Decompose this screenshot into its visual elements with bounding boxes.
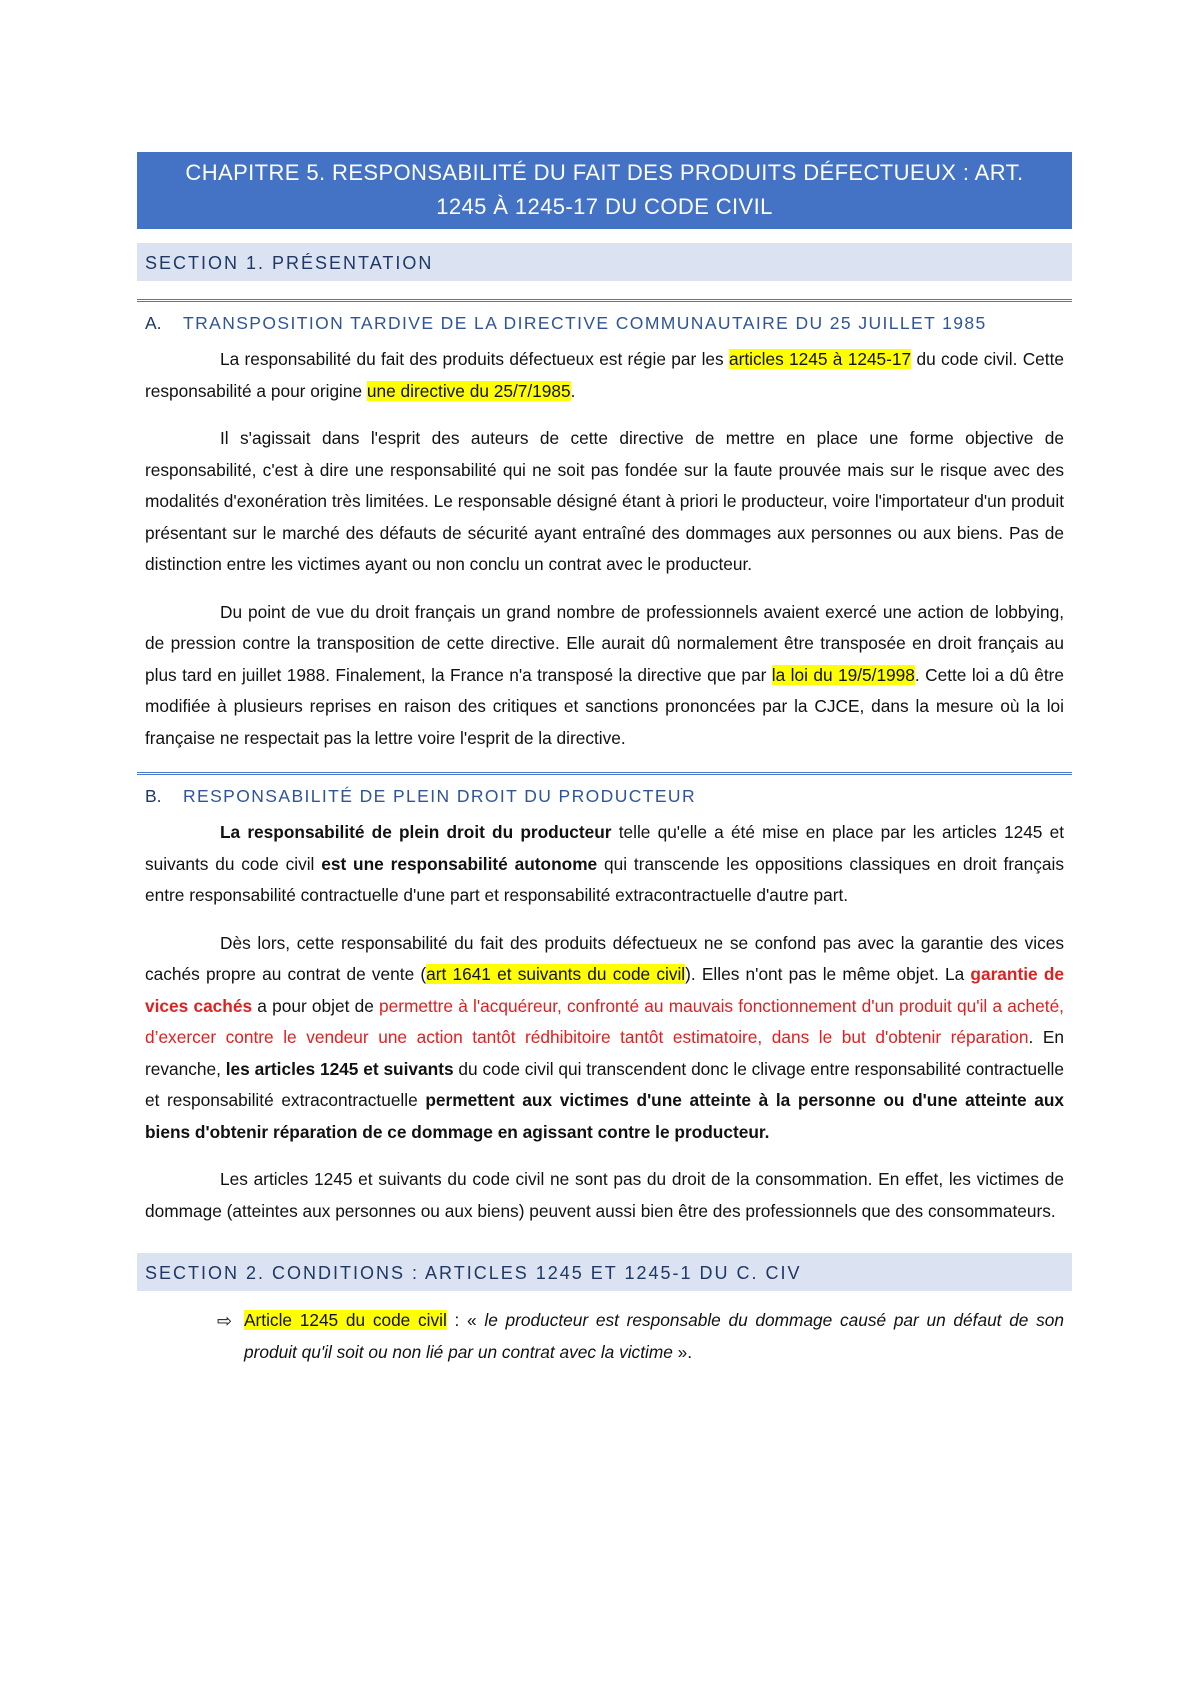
text-run: telle qu'elle a été mise en place par les articles 1245 et suivants du code civil xyxy=(145,822,1064,874)
text-run: a pour objet de xyxy=(252,995,380,1016)
highlighted-reference: la loi du 19/5/1998 xyxy=(771,664,915,685)
subsection-letter: A. xyxy=(145,313,162,333)
text-run: Dès lors, cette responsabilité du fait des produits défectueux ne se confond pas avec la garantie des vices cachés propre au contrat de vente ( xyxy=(145,932,1064,984)
bold-text: est une responsabilité autonome xyxy=(321,853,598,874)
bold-text: permettent aux victimes d'une atteinte à la personne ou d'une atteinte aux biens d'obtenir réparation de ce dommage en agissant contre le producteur. xyxy=(145,1090,1064,1142)
italic-quote: le producteur est responsable du dommage causé par un défaut de son produit qu'il soit ou non lié par un contrat avec la victime xyxy=(244,1310,1064,1362)
text-run: ». xyxy=(672,1341,693,1362)
right-arrow-icon: ⇨ xyxy=(217,1311,233,1331)
article-quote-item xyxy=(137,1305,1072,1368)
subsection-letter: B. xyxy=(145,786,162,806)
bold-text: les articles 1245 et suivants xyxy=(225,1058,454,1079)
paragraph: Il s'agissait dans l'esprit des auteurs de cette directive de mettre en place une forme objective de responsabilité, c'est à dire une responsabilité qui ne soit pas fondée sur la faute prouvée mais sur le risque avec des modalités d'exonération très limitées. Le responsable désigné étant à priori le producteur, voire l'importateur d'un produit présentant sur le marché des défauts de sécurité ayant entraîné des dommages aux personnes ou aux biens. Pas de distinction entre les victimes ayant ou non conclu un contrat avec le producteur. xyxy=(145,428,1064,574)
paragraph: Les articles 1245 et suivants du code civil ne sont pas du droit de la consommation. En effet, les victimes de dommage (atteintes aux personnes ou aux biens) peuvent aussi bien être des professionnels que des consommateurs. xyxy=(145,1169,1064,1221)
subsection-title: TRANSPOSITION TARDIVE DE LA DIRECTIVE COMMUNAUTAIRE DU 25 JUILLET 1985 xyxy=(183,313,987,333)
paragraph xyxy=(137,597,1072,755)
text-run: ). Elles n'ont pas le même objet. La xyxy=(685,964,971,984)
highlighted-reference: articles 1245 à 1245-17 xyxy=(729,349,912,369)
paragraph xyxy=(137,817,1072,912)
text-run: . xyxy=(570,380,576,401)
subsection-b-heading xyxy=(137,779,1072,813)
text-run: du code civil qui transcendent donc le clivage entre responsabilité contractuelle et responsabilité extracontractuelle xyxy=(145,1058,1064,1110)
text-run: qui transcende les oppositions classiques en droit français entre responsabilité contractuelle d'une part et responsabilité extracontractuelle d'autre part. xyxy=(145,853,1064,905)
text-run: . Cette loi a dû être modifiée à plusieurs reprises en raison des critiques et sanctions prononcées par la CJCE, dans la mesure où la loi française ne respectait pas la lettre voire l'esprit de la directive. xyxy=(145,664,1065,748)
subsection-a-heading xyxy=(137,306,1072,340)
paragraph xyxy=(137,344,1072,407)
text-run: : « xyxy=(446,1310,485,1330)
text-run: du code civil. Cette responsabilité a pour origine xyxy=(145,349,1065,401)
section-2-heading: SECTION 2. CONDITIONS : ARTICLES 1245 ET 1245-1 DU C. CIV xyxy=(137,1253,1072,1291)
section-divider xyxy=(137,299,1072,302)
section-divider xyxy=(137,772,1072,775)
highlighted-reference: art 1641 et suivants du code civil xyxy=(426,964,686,984)
chapter-title: CHAPITRE 5. RESPONSABILITÉ DU FAIT DES PRODUITS DÉFECTUEUX : ART. 1245 À 1245-17 DU CODE CIVIL xyxy=(137,152,1072,229)
red-text: permettre à l'acquéreur, confronté au mauvais fonctionnement d'un produit qu'il a acheté, d’exercer contre le vendeur une action tantôt rédhibitoire tantôt estimatoire, dans le but d'obtenir réparation xyxy=(145,995,1064,1047)
document-content xyxy=(137,152,1072,1368)
text-run: . En revanche, xyxy=(145,1027,1064,1079)
bold-text: La responsabilité de plein droit du producteur xyxy=(220,822,612,842)
red-bold-text: garantie de vices cachés xyxy=(145,964,1064,1016)
text-run: Du point de vue du droit français un grand nombre de professionnels avaient exercé une action de lobbying, de pression contre la transposition de cette directive. Elle aurait dû normalement être transposée en droit français au plus tard en juillet 1988. Finalement, la France n'a transposé la directive que par xyxy=(145,601,1064,685)
subsection-title: RESPONSABILITÉ DE PLEIN DROIT DU PRODUCTEUR xyxy=(183,786,697,806)
text-run: La responsabilité du fait des produits défectueux est régie par les xyxy=(220,349,729,369)
paragraph xyxy=(137,928,1072,1149)
highlighted-reference: Article 1245 du code civil xyxy=(244,1310,447,1330)
section-1-heading: SECTION 1. PRÉSENTATION xyxy=(137,243,1072,281)
highlighted-reference: une directive du 25/7/1985 xyxy=(366,380,571,401)
